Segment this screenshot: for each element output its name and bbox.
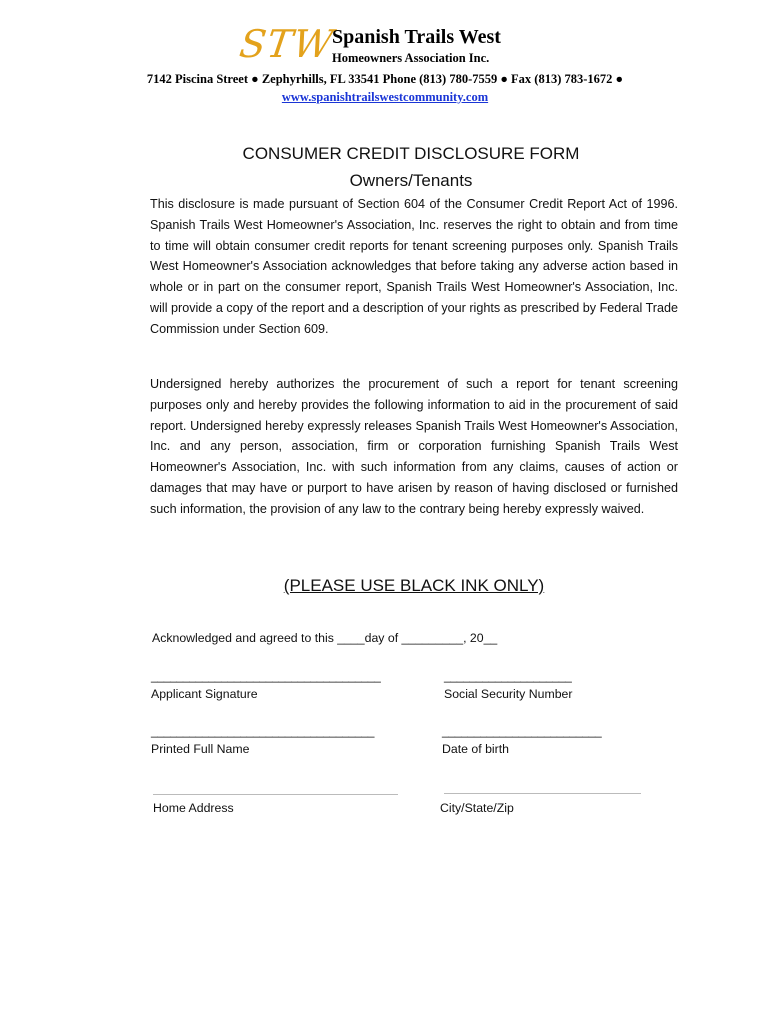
- printed-name-line[interactable]: ___________________________________: [151, 724, 375, 738]
- dob-line[interactable]: _________________________: [442, 724, 602, 738]
- city-state-zip-label: City/State/Zip: [440, 801, 514, 815]
- home-address-label: Home Address: [153, 801, 234, 815]
- website-link[interactable]: www.spanishtrailswestcommunity.com: [281, 90, 489, 104]
- black-ink-notice: (PLEASE USE BLACK INK ONLY): [283, 576, 545, 595]
- hoa-logo: STW: [236, 22, 337, 66]
- applicant-signature-line[interactable]: ____________________________________: [151, 669, 381, 683]
- home-address-line[interactable]: [153, 794, 398, 795]
- contact-address: 7142 Piscina Street ● Zephyrhills, FL 33541 Phone (813) 780-7559 ● Fax (813) 783-1672 ●: [146, 72, 624, 86]
- form-title: CONSUMER CREDIT DISCLOSURE FORM: [242, 144, 580, 163]
- ssn-label: Social Security Number: [444, 687, 573, 701]
- ssn-line[interactable]: ____________________: [444, 669, 572, 683]
- acknowledgement-line[interactable]: Acknowledged and agreed to this ____day of _________, 20__: [152, 631, 498, 645]
- org-name: Spanish Trails West: [332, 26, 501, 48]
- disclosure-paragraph: This disclosure is made pursuant of Section 604 of the Consumer Credit Report Act of 1996. Spanish Trails West Homeowner's Association, Inc. reserves the right to obtain and from time to time will obtain consumer credit reports for tenant screening purposes only. Spanish Trails West Homeowner's Association acknowledges that before taking any adverse action based in whole or in part on the consumer report, Spanish Trails West Homeowner's Association, Inc. will provide a copy of the report and a description of your rights as prescribed by Federal Trade Commission under Section 609.: [150, 197, 678, 336]
- dob-label: Date of birth: [442, 742, 509, 756]
- city-state-zip-line[interactable]: [444, 793, 641, 794]
- printed-name-label: Printed Full Name: [151, 742, 250, 756]
- form-subtitle: Owners/Tenants: [349, 171, 473, 190]
- applicant-signature-label: Applicant Signature: [151, 687, 258, 701]
- authorization-paragraph: Undersigned hereby authorizes the procurement of such a report for tenant screening purposes only and hereby provides the following information to aid in the procurement of said report. Undersigned hereby expressly releases Spanish Trails West Homeowner's Association, Inc. and any person, association, firm or corporation furnishing Spanish Trails West Homeowner's Association, Inc. with such information from any claims, causes of action or damages that may have or purport to have arisen by reason of having disclosed or furnished such information, the provision of any law to the contrary being hereby expressly waived.: [150, 377, 678, 516]
- org-subtitle: Homeowners Association Inc.: [332, 51, 490, 65]
